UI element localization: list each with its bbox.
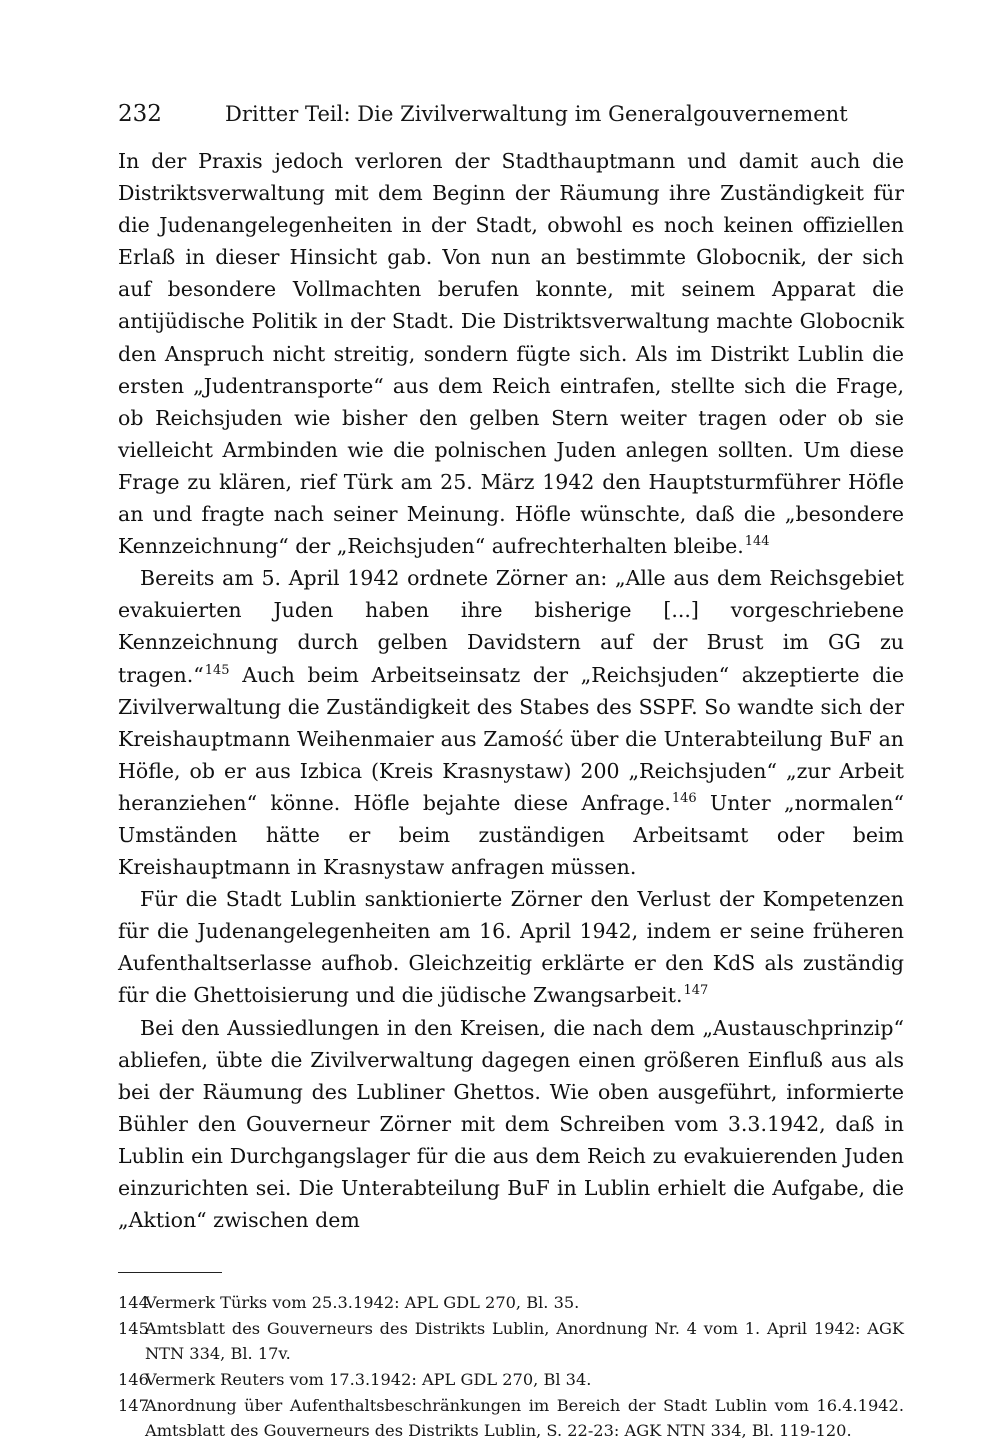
footnote-reference-144: 144 xyxy=(744,534,770,550)
paragraph-2-text-end: Unter „normalen“ Umständen hätte er beim zuständigen Arbeitsamt oder beim Kreishauptmann in Krasnystaw anfragen müssen. xyxy=(118,790,904,880)
footnote-147 xyxy=(118,1393,904,1444)
paragraph-2-text-start: Bereits am 5. April 1942 ordnete Zörner an: „Alle aus dem Reichsgebiet evakuierten Juden haben ihre bisherige [...] vorgeschriebene Kennzeichnung durch gelben Davidstern auf der Brust im GG zu tragen.“ xyxy=(118,566,904,687)
footnote-text: Anordnung über Aufenthaltsbeschränkungen im Bereich der Stadt Lublin vom 16.4.1942. Amtsblatt des Gouverneurs des Distrikts Lublin, S. 22-23: AGK NTN 334, Bl. 119-120. xyxy=(145,1395,904,1441)
paragraph-2 xyxy=(118,562,904,883)
footnote-text: Amtsblatt des Gouverneurs des Distrikts Lublin, Anordnung Nr. 4 vom 1. April 1942: AGK NTN 334, Bl. 17v. xyxy=(145,1318,904,1364)
footnote-146 xyxy=(118,1367,904,1393)
footnote-reference-146: 146 xyxy=(671,790,697,806)
running-head xyxy=(118,96,904,132)
footnote-text: Vermerk Reuters vom 17.3.1942: APL GDL 270, Bl 34. xyxy=(145,1369,592,1389)
footnote-number: 146 xyxy=(118,1369,149,1389)
footnote-number: 145 xyxy=(118,1318,149,1338)
page-number: 232 xyxy=(118,101,162,127)
footnote-reference-145: 145 xyxy=(204,662,230,678)
paragraph-4 xyxy=(118,1012,904,1237)
paragraph-3 xyxy=(118,883,904,1011)
footnote-number: 144 xyxy=(118,1293,149,1313)
book-page xyxy=(118,96,904,1444)
main-text xyxy=(118,145,904,1236)
footnote-divider xyxy=(118,1272,222,1273)
footnotes xyxy=(118,1290,904,1444)
footnote-reference-147: 147 xyxy=(683,983,709,999)
paragraph-1 xyxy=(118,145,904,562)
paragraph-1-text: In der Praxis jedoch verloren der Stadthauptmann und damit auch die Distriktsverwaltung mit dem Beginn der Räumung ihre Zuständigkeit für die Judenangelegenheiten in der Stadt, obwohl es noch keinen offiziellen Erlaß in dieser Hinsicht gab. Von nun an bestimmte Globocnik, der sich auf besondere Vollmachten berufen konnte, mit seinem Apparat die antijüdische Politik in der Stadt. Die Distriktsverwaltung machte Globocnik den Anspruch nicht streitig, sondern fügte sich. Als im Distrikt Lublin die ersten „Judentransporte“ aus dem Reich eintrafen, stellte sich die Frage, ob Reichsjuden wie bisher den gelben Stern weiter tragen oder ob sie vielleicht Armbinden wie die polnischen Juden anlegen sollten. Um diese Frage zu klären, rief Türk am 25. März 1942 den Hauptsturmführer Höfle an und fragte nach seiner Meinung. Höfle wünschte, daß die „besondere Kennzeichnung“ der „Reichsjuden“ aufrechterhalten bleibe. xyxy=(118,149,904,559)
footnote-145 xyxy=(118,1316,904,1367)
footnote-144 xyxy=(118,1290,904,1316)
paragraph-3-text: Für die Stadt Lublin sanktionierte Zörner den Verlust der Kompetenzen für die Judenangelegenheiten am 16. April 1942, indem er seine früheren Aufenthaltserlasse aufhob. Gleichzeitig erklärte er den KdS als zuständig für die Ghettoisierung und die jüdische Zwangsarbeit. xyxy=(118,887,904,1008)
footnote-text: Vermerk Türks vom 25.3.1942: APL GDL 270, Bl. 35. xyxy=(145,1293,580,1313)
paragraph-2-text-middle: Auch beim Arbeitseinsatz der „Reichsjuden“ akzeptierte die Zivilverwaltung die Zuständigkeit des Stabes des SSPF. So wandte sich der Kreishauptmann Weihenmaier aus Zamość über die Unterabteilung BuF an Höfle, ob er aus Izbica (Kreis Krasnystaw) 200 „Reichsjuden“ „zur Arbeit heranziehen“ könne. Höfle bejahte diese Anfrage. xyxy=(118,662,904,815)
footnote-number: 147 xyxy=(118,1395,149,1415)
running-title: Dritter Teil: Die Zivilverwaltung im Generalgouvernement xyxy=(225,102,848,126)
paragraph-4-text: Bei den Aussiedlungen in den Kreisen, die nach dem „Austauschprinzip“ abliefen, übte die Zivilverwaltung dagegen einen größeren Einfluß aus als bei der Räumung des Lubliner Ghettos. Wie oben ausgeführt, informierte Bühler den Gouverneur Zörner mit dem Schreiben vom 3.3.1942, daß in Lublin ein Durchgangslager für die aus dem Reich zu evakuierenden Juden einzurichten sei. Die Unterabteilung BuF in Lublin erhielt die Aufgabe, die „Aktion“ zwischen dem xyxy=(118,1015,904,1233)
